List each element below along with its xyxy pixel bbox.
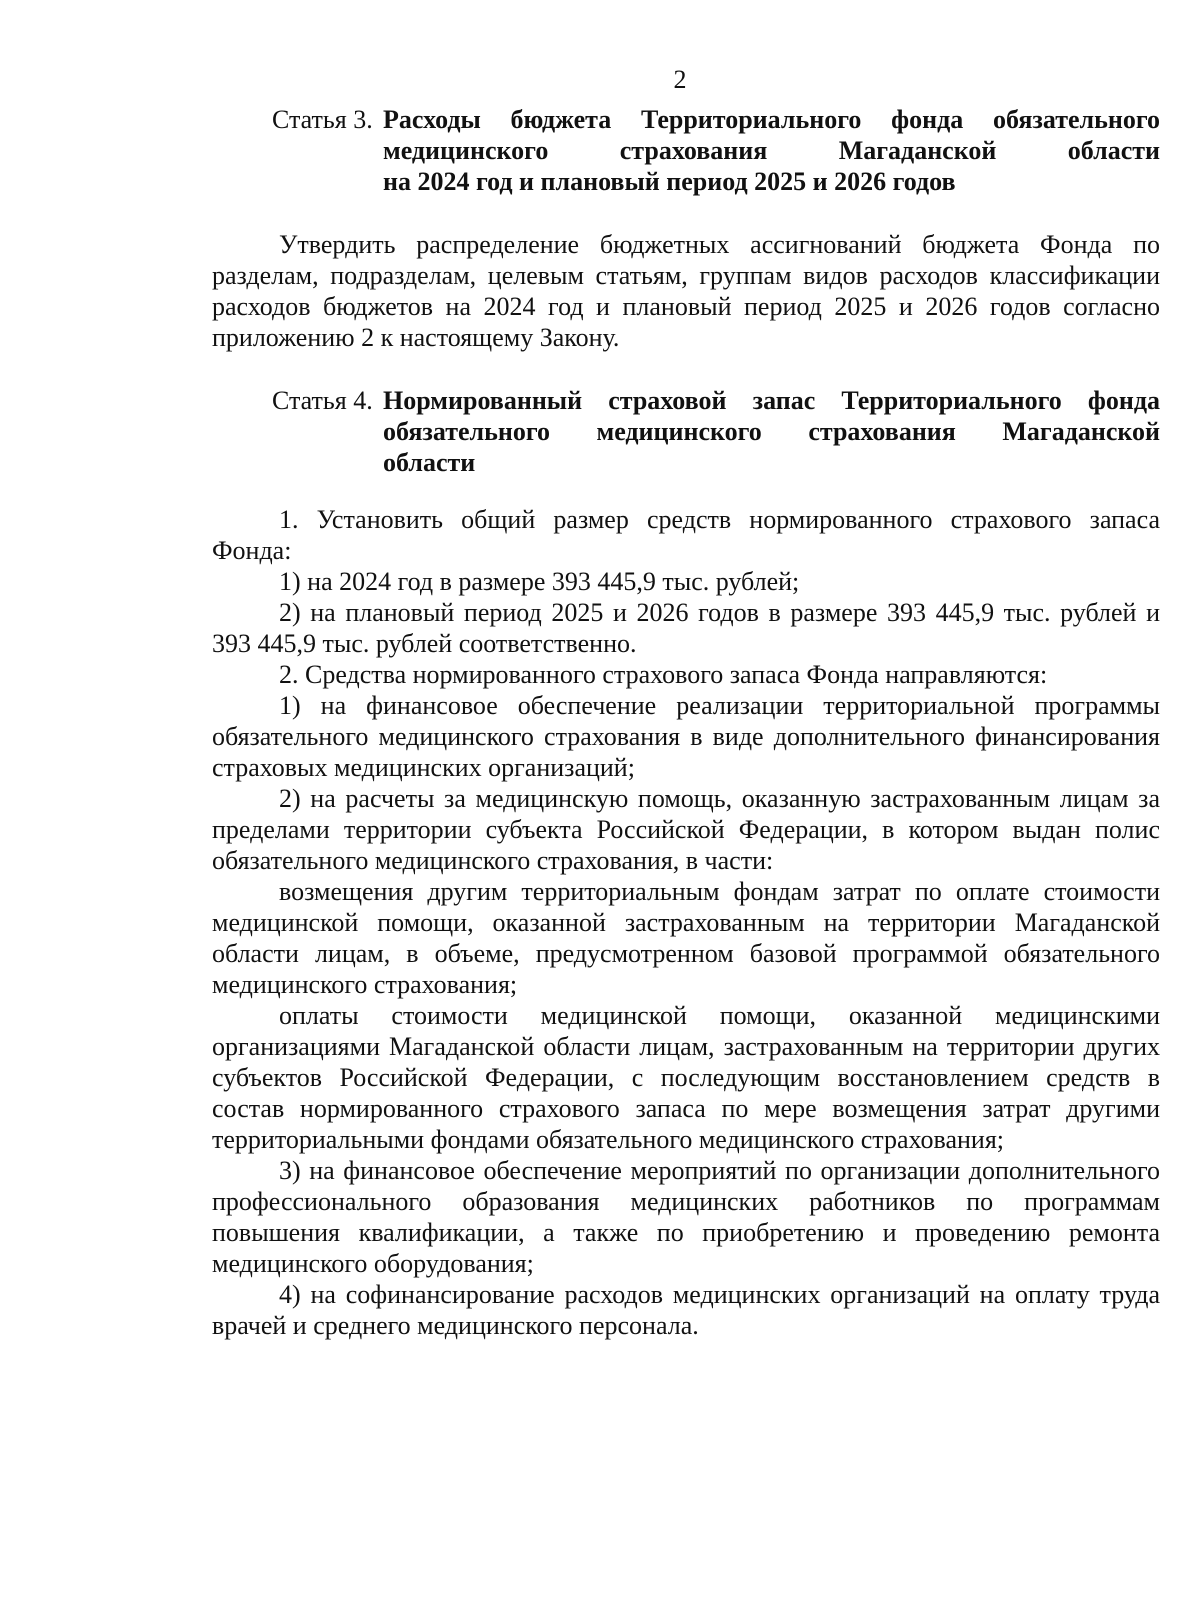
article-3-body: Утвердить распределение бюджетных ассигнований бюджета Фонда по разделам, подразделам, целевым статьям, группам видов расходов классификации расходов бюджетов на 2024 год и плановый период 2025 и 2026 годов согласно приложению 2 к настоящему Закону. bbox=[212, 230, 1160, 352]
article-4-paragraph: 3) на финансовое обеспечение мероприятий по организации дополнительного профессионального образования медицинских работников по программам повышения квалификации, а также по приобретению и проведению ремонта медицинского оборудования; bbox=[212, 1156, 1160, 1278]
article-4-heading bbox=[212, 385, 1160, 478]
article-4-title-line: Нормированный страховой запас Территориального фонда bbox=[383, 386, 1160, 415]
article-3-title-line: медицинского страхования Магаданской области bbox=[383, 136, 1160, 165]
article-4-paragraph: 1) на 2024 год в размере 393 445,9 тыс. рублей; bbox=[279, 567, 800, 596]
article-3-title bbox=[383, 104, 1160, 197]
article-3-title-line: Расходы бюджета Территориального фонда обязательного bbox=[383, 105, 1160, 134]
article-4-paragraph: 1. Установить общий размер средств нормированного страхового запаса Фонда: bbox=[212, 505, 1160, 565]
article-4-paragraph: возмещения другим территориальным фондам затрат по оплате стоимости медицинской помощи, оказанной застрахованным на территории Магаданской области лицам, в объеме, предусмотренном базовой программой обязательного медицинского страхования; bbox=[212, 877, 1160, 999]
article-3-label: Статья 3. bbox=[272, 105, 373, 134]
article-4-title-line: области bbox=[383, 448, 476, 477]
article-4-paragraph: 2) на расчеты за медицинскую помощь, оказанную застрахованным лицам за пределами территории субъекта Российской Федерации, в котором выдан полис обязательного медицинского страхования, в части: bbox=[212, 784, 1160, 875]
article-3-title-line: на 2024 год и плановый период 2025 и 2026 годов bbox=[383, 167, 956, 196]
article-4-paragraph: 1) на финансовое обеспечение реализации территориальной программы обязательного медицинского страхования в виде дополнительного финансирования страховых медицинских организаций; bbox=[212, 691, 1160, 782]
article-4-title-line: обязательного медицинского страхования Магаданской bbox=[383, 417, 1160, 446]
article-4-label: Статья 4. bbox=[272, 386, 373, 415]
article-4-paragraph: 4) на софинансирование расходов медицинских организаций на оплату труда врачей и среднего медицинского персонала. bbox=[212, 1280, 1160, 1340]
article-4-paragraph: 2) на плановый период 2025 и 2026 годов в размере 393 445,9 тыс. рублей и 393 445,9 тыс. рублей соответственно. bbox=[212, 598, 1160, 658]
article-3-heading bbox=[212, 104, 1160, 197]
page-number: 2 bbox=[673, 65, 687, 94]
article-4-title bbox=[383, 385, 1160, 478]
document-body bbox=[212, 104, 1160, 1341]
article-4-paragraph: 2. Средства нормированного страхового запаса Фонда направляются: bbox=[279, 660, 1048, 689]
article-4-paragraph: оплаты стоимости медицинской помощи, оказанной медицинскими организациями Магаданской области лицам, застрахованным на территории других субъектов Российской Федерации, с последующим восстановлением средств в состав нормированного страхового запаса по мере возмещения затрат другими территориальными фондами обязательного медицинского страхования; bbox=[212, 1001, 1160, 1154]
